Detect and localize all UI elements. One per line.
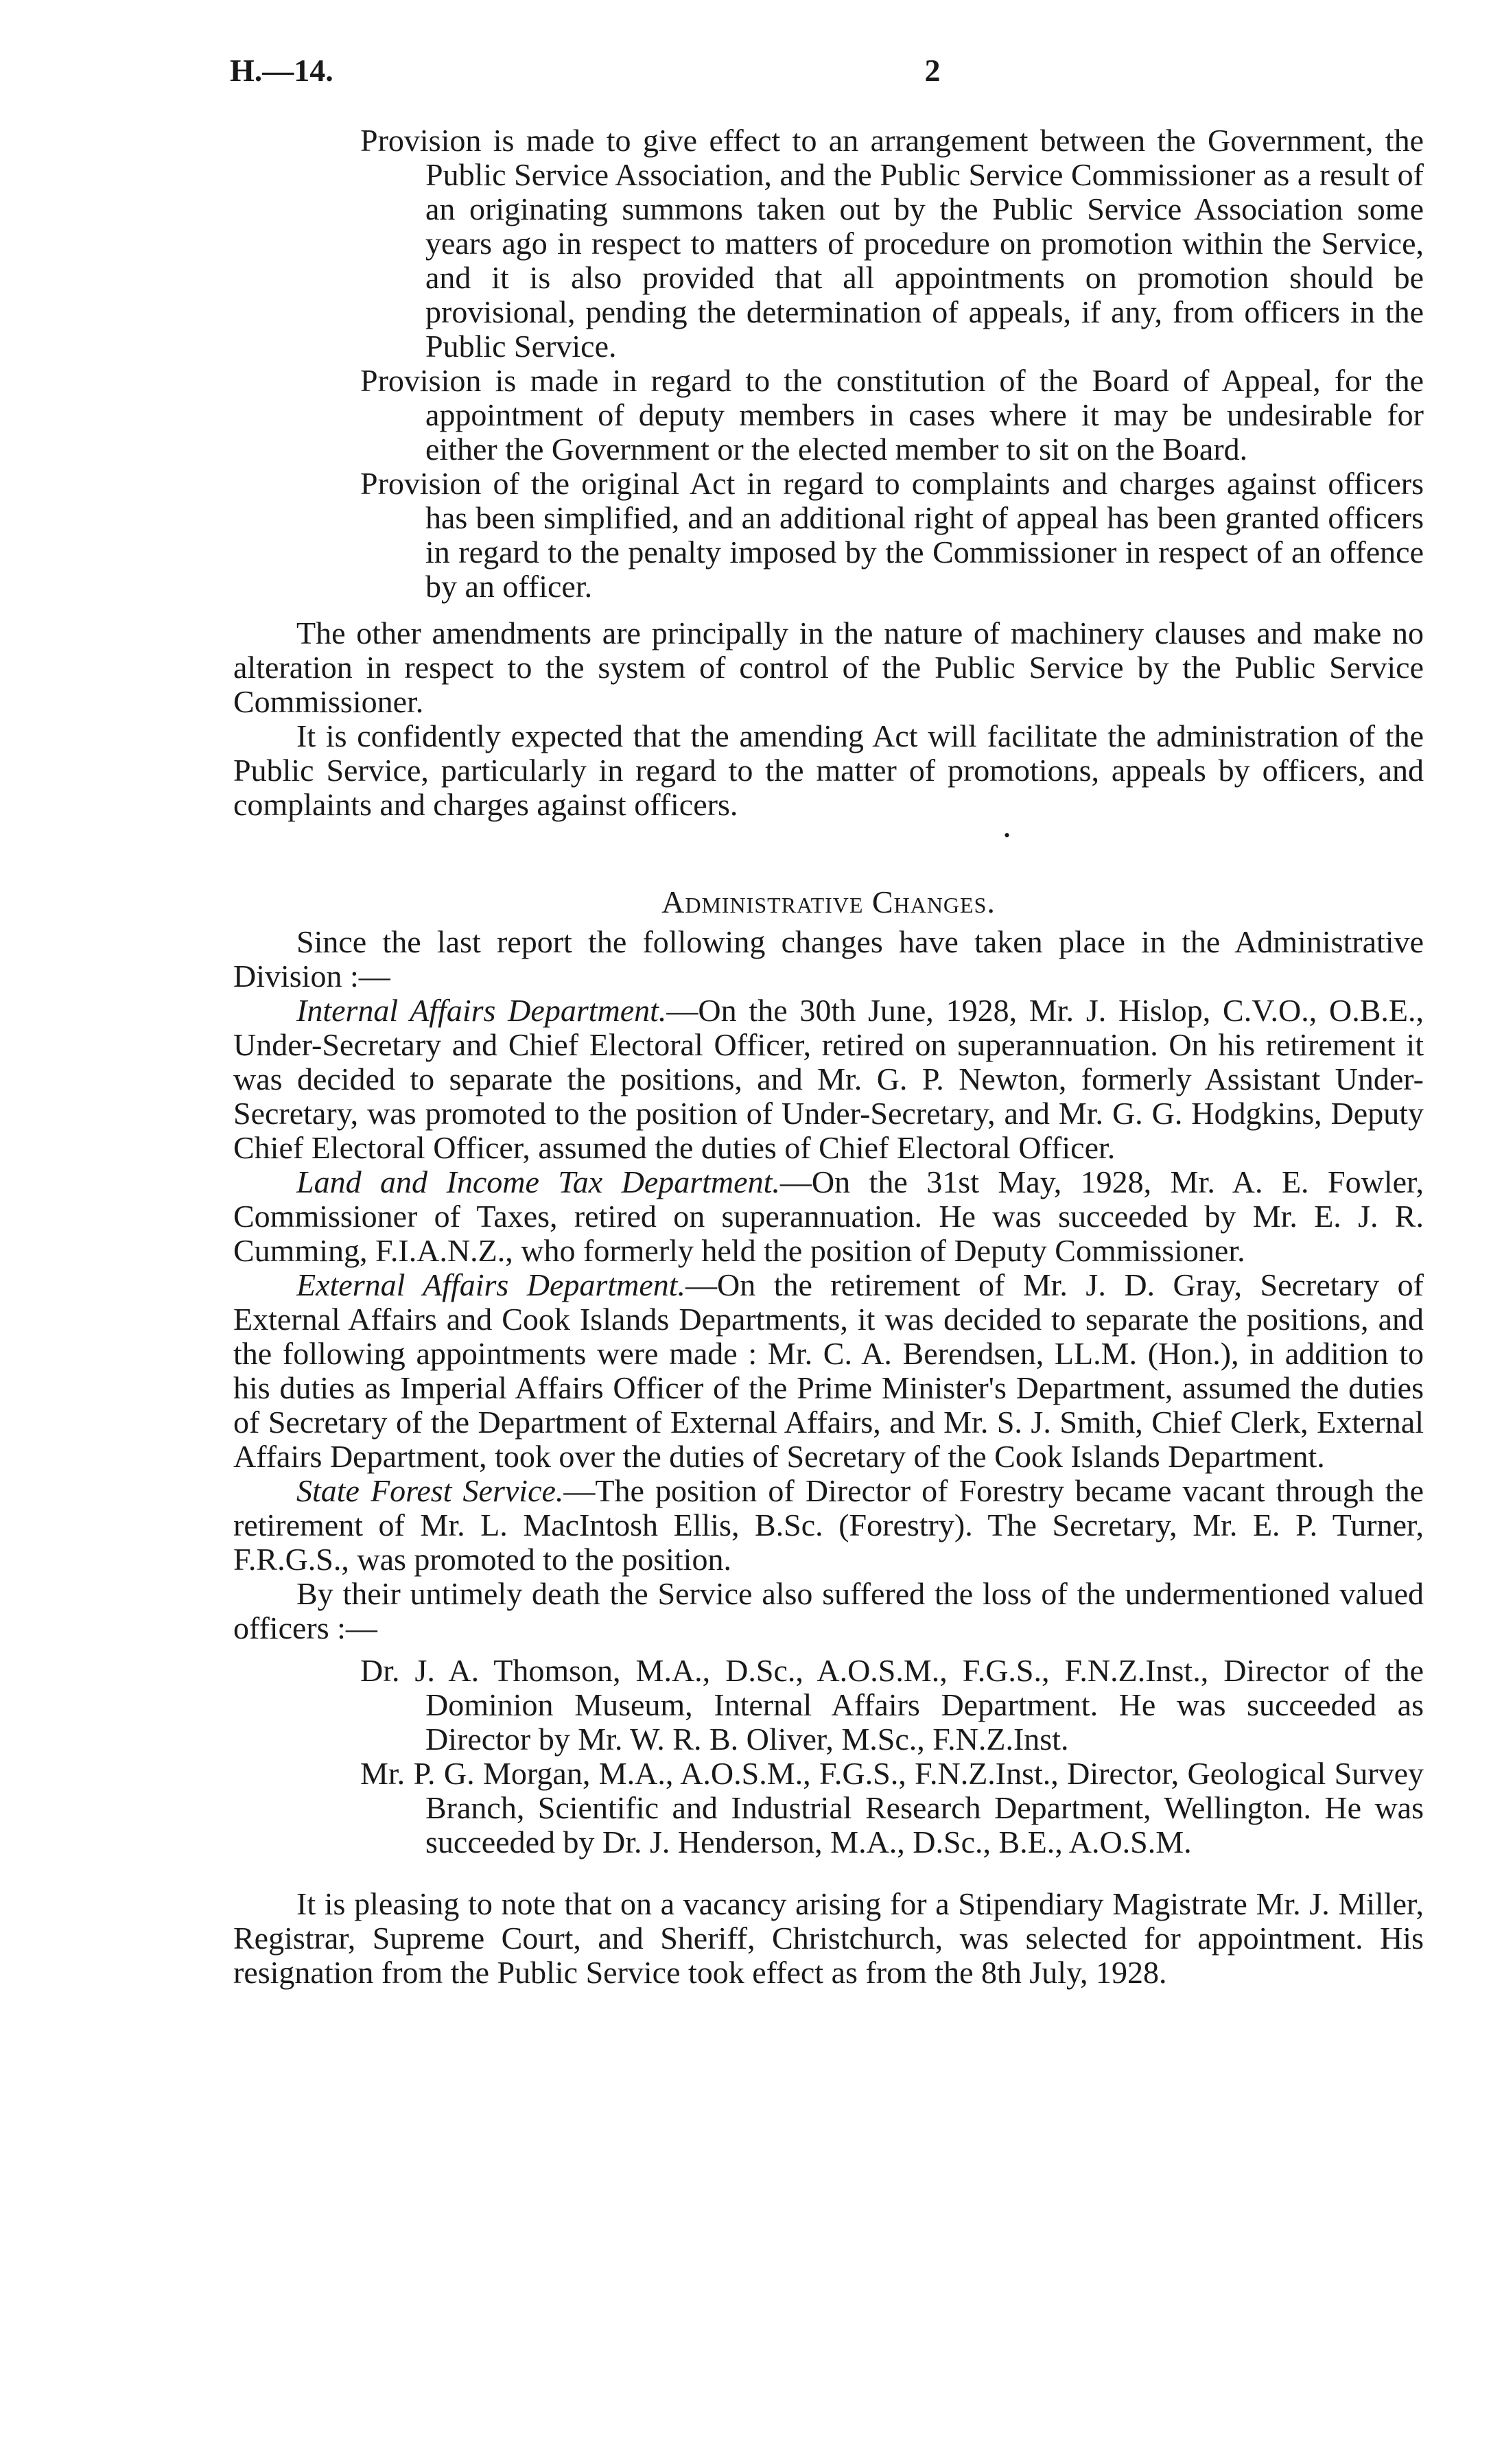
department-paragraph [233,1268,1424,1474]
provision-paragraph: Provision is made in regard to the constitution of the Board of Appeal, for the appointment of deputy members in cases where it may be undesirable for either the Government or the elected member to sit on the Board. [360,363,1424,467]
closing-paragraph: It is pleasing to note that on a vacancy arising for a Stipendiary Magistrate Mr. J. Miller, Registrar, Supreme Court, and Sheriff, Christchurch, was selected for appointment. His resignation from the Public Service took effect as from the 8th July, 1928. [233,1886,1424,1990]
department-text: —The position of Director of Forestry became vacant through the retirement of Mr. L. MacIntosh Ellis, B.Sc. (Forestry). The Secretary, Mr. E. P. Turner, F.R.G.S., was promoted to the position. [233,1473,1424,1577]
expectation-paragraph: It is confidently expected that the amending Act will facilitate the administration of the Public Service, particularly in regard to the matter of promotions, appeals by officers, and complaints and charges against officers. [233,718,1424,822]
department-text: —On the 30th June, 1928, Mr. J. Hislop, C.V.O., O.B.E., Under-Secretary and Chief Electoral Officer, retired on superannuation. On his retirement it was decided to separate the positions, and Mr. G. P. Newton, formerly Assistant Under-Secretary, was promoted to the position of Under-Secretary, and Mr. G. G. Hodgkins, Deputy Chief Electoral Officer, assumed the duties of Chief Electoral Officer. [233,993,1424,1165]
provision-paragraph: Provision of the original Act in regard to complaints and charges against officers has been simplified, and an additional right of appeal has been granted officers in regard to the penalty imposed by the Commissioner in respect of an offence by an officer. [360,466,1424,604]
separator-mark: • [1003,825,1011,845]
department-name: External Affairs Department. [296,1267,686,1302]
officer-entry: Mr. P. G. Morgan, M.A., A.O.S.M., F.G.S., F.N.Z.Inst., Director, Geological Survey Branch, Scientific and Industrial Research Department, Wellington. He was succeeded by Dr. J. Henderson, M.A., D.Sc., B.E., A.O.S.M. [360,1756,1424,1859]
page-number: 2 [924,53,941,88]
provision-paragraph: Provision is made to give effect to an arrangement between the Government, the Public Service Association, and the Public Service Commissioner as a result of an originating summons taken out by the Public Service Association some years ago in respect to matters of procedure on promotion within the Service, and it is also provided that all appointments on promotion should be provisional, pending the determination of appeals, if any, from officers in the Public Service. [360,123,1424,364]
death-paragraph: By their untimely death the Service also suffered the loss of the undermentioned valued officers :— [233,1576,1424,1645]
department-name: Internal Affairs Department. [296,993,667,1028]
department-paragraph [233,1165,1424,1268]
officer-entry: Dr. J. A. Thomson, M.A., D.Sc., A.O.S.M., F.G.S., F.N.Z.Inst., Director of the Dominion Museum, Internal Affairs Department. He was succeeded as Director by Mr. W. R. B. Oliver, M.Sc., F.N.Z.Inst. [360,1653,1424,1757]
department-paragraph [233,994,1424,1165]
page-header [230,54,1429,95]
other-amendments-paragraph: The other amendments are principally in the nature of machinery clauses and make no alteration in respect to the system of control of the Public Service by the Public Service Commissioner. [233,615,1424,719]
department-name: Land and Income Tax Department. [296,1164,780,1199]
report-reference: H.—14. [230,53,333,88]
page-body [233,124,1424,1990]
section-heading: Administrative Changes. [661,884,996,919]
since-paragraph: Since the last report the following changes have taken place in the Administrative Division :— [233,924,1424,994]
department-text: —On the retirement of Mr. J. D. Gray, Secretary of External Affairs and Cook Islands Departments, it was decided to separate the positions, and the following appointments were made : Mr. C. A. Berendsen, LL.M. (Hon.), in addition to his duties as Imperial Affairs Officer of the Prime Minister's Department, assumed the duties of Secretary of the Department of External Affairs, and Mr. S. J. Smith, Chief Clerk, External Affairs Department, took over the duties of Secretary of the Cook Islands Department. [233,1267,1424,1474]
department-text: —On the 31st May, 1928, Mr. A. E. Fowler, Commissioner of Taxes, retired on superannuation. He was succeeded by Mr. E. J. R. Cumming, F.I.A.N.Z., who formerly held the position of Deputy Commissioner. [233,1164,1424,1268]
department-name: State Forest Service. [296,1473,564,1508]
department-paragraph [233,1474,1424,1577]
